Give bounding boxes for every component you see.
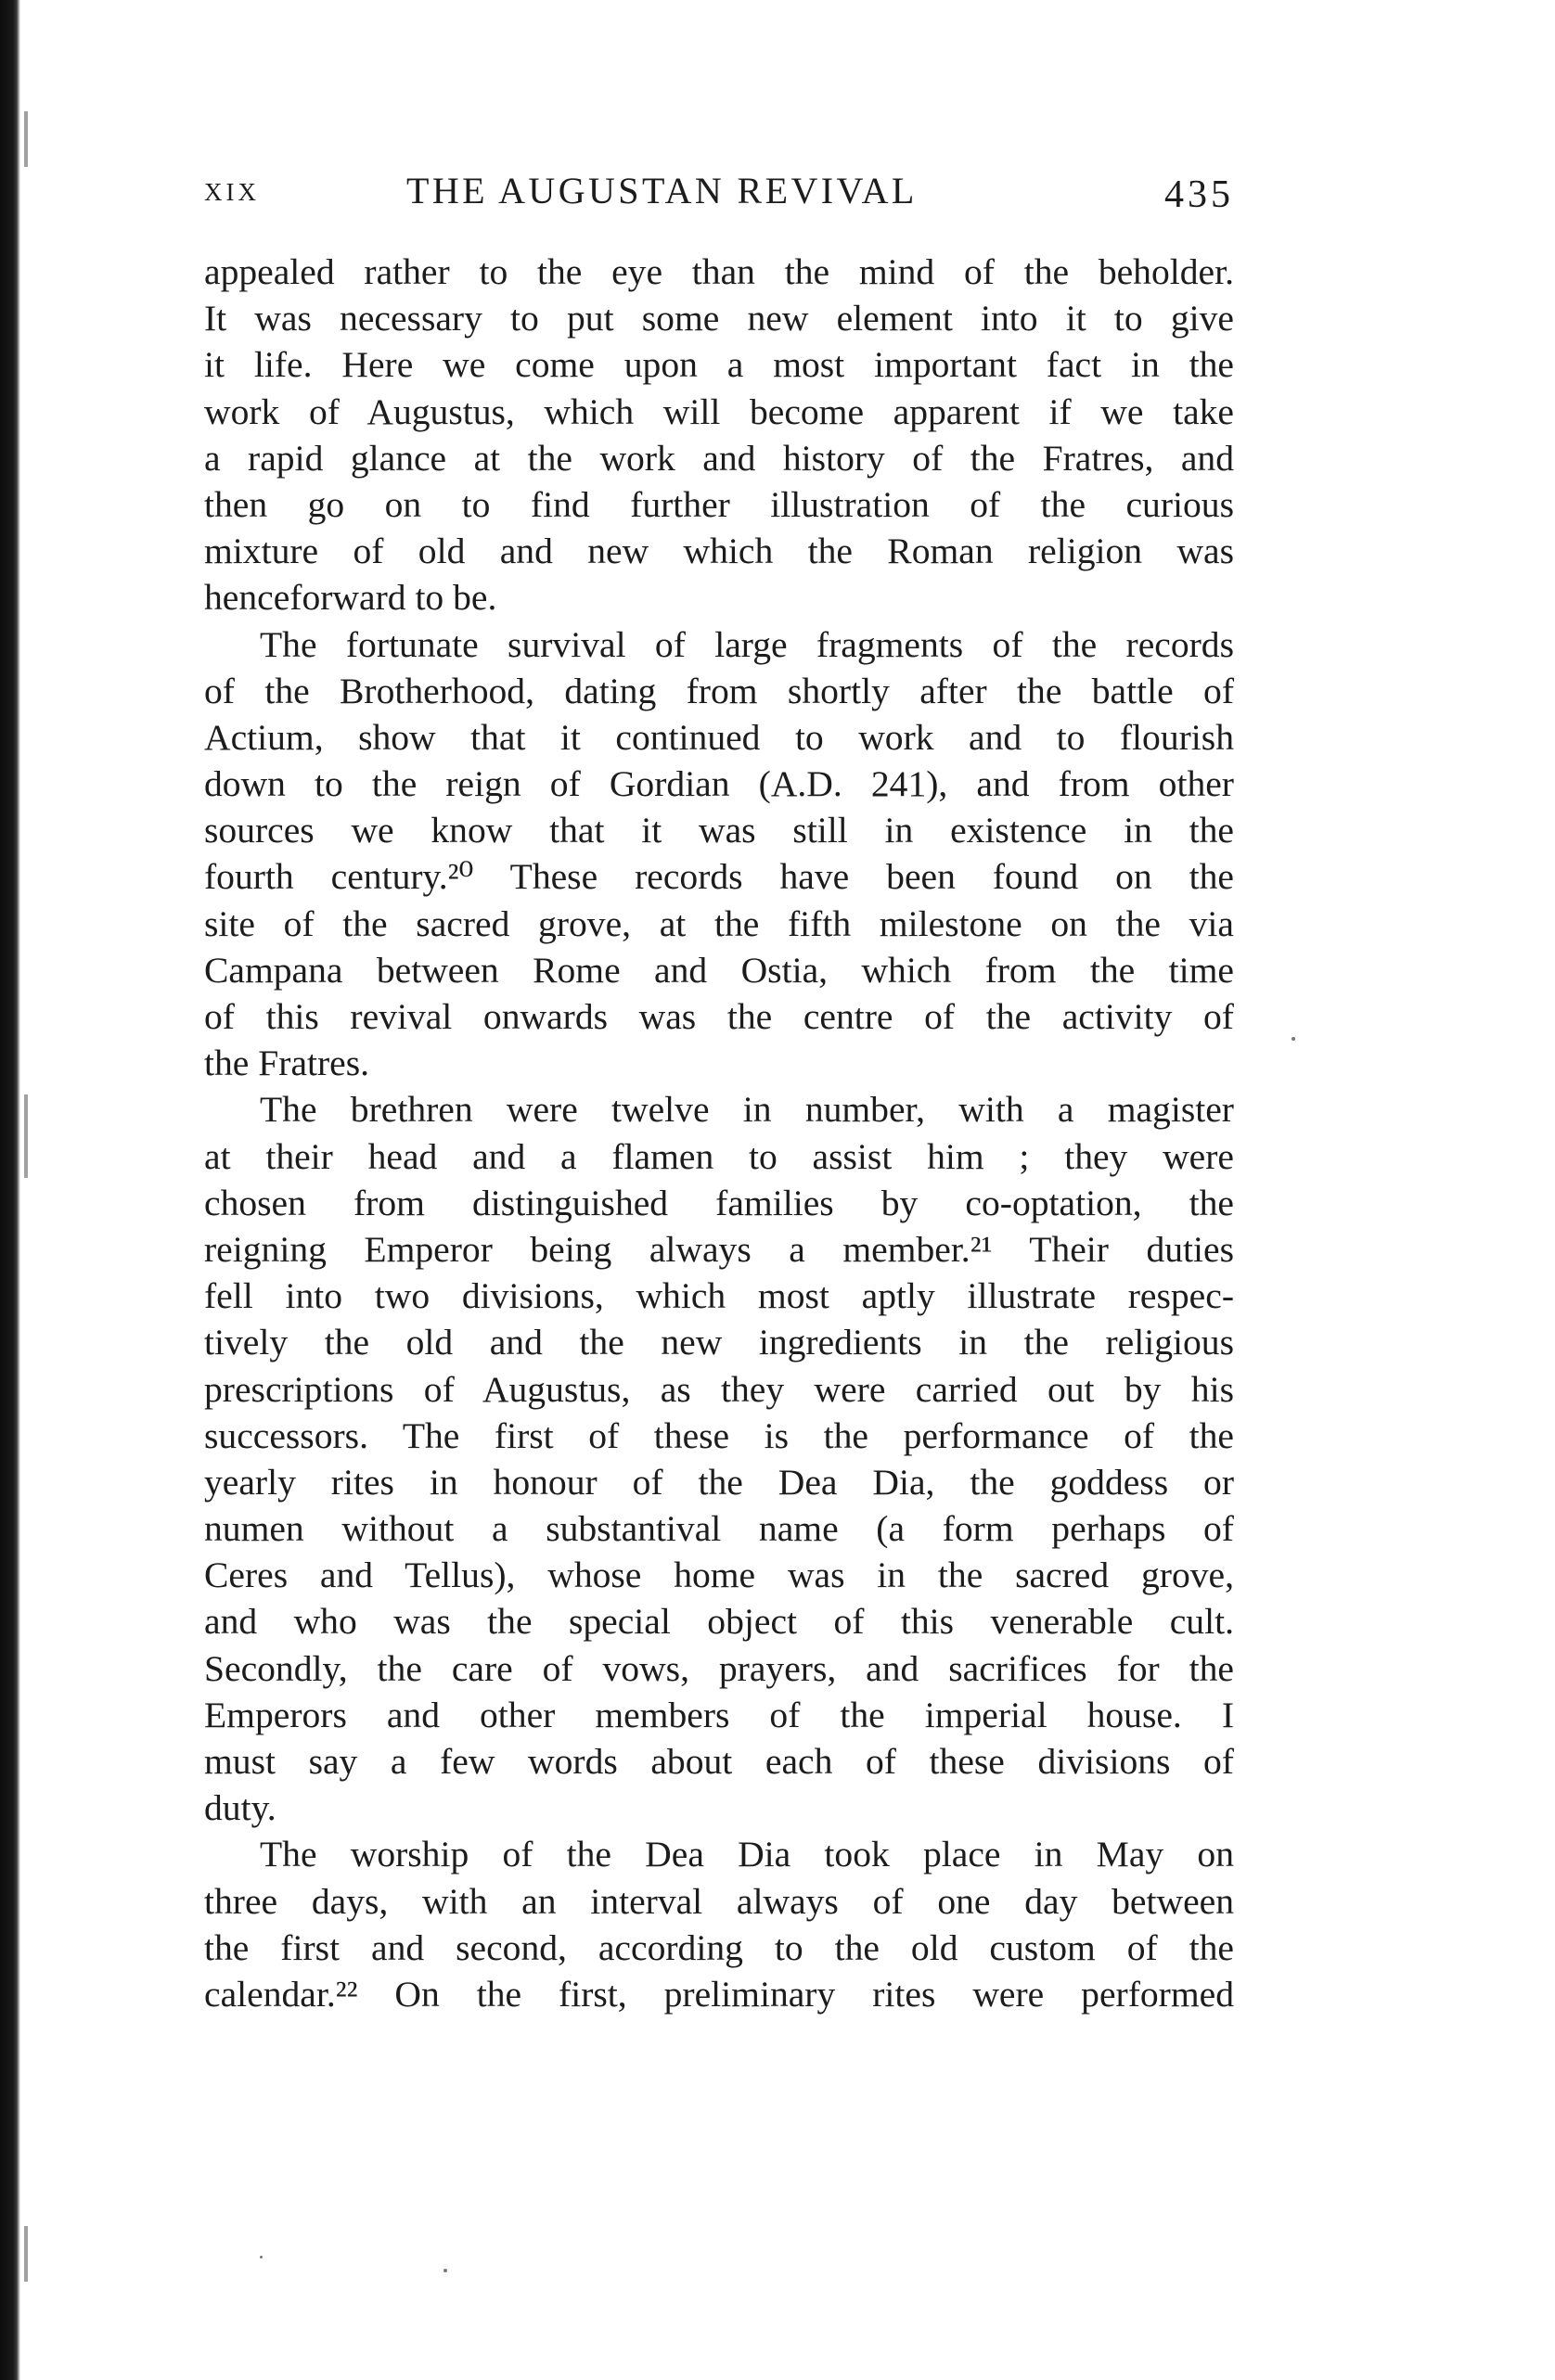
text-line: yearly rites in honour of the Dea Dia, the goddess or — [204, 1461, 1234, 1503]
text-line: reigning Emperor being always a member.²¹ Their duties — [204, 1228, 1234, 1270]
text-line: Ceres and Tellus), whose home was in the sacred grove, — [204, 1555, 1234, 1596]
text-line: the Fratres. — [204, 1043, 370, 1084]
binding-speck — [24, 2226, 28, 2282]
text-line: successors. The first of these is the performance of the — [204, 1414, 1234, 1456]
paper-speck — [443, 2269, 447, 2272]
page-number: 435 — [1164, 173, 1234, 216]
text-line: prescriptions of Augustus, as they were carried out by his — [204, 1368, 1234, 1410]
text-line: Campana between Rome and Ostia, which from the time — [204, 949, 1234, 991]
text-line: three days, with an interval always of one day between — [204, 1880, 1234, 1922]
body-text — [204, 249, 1234, 2017]
text-line: Secondly, the care of vows, prayers, and sacrifices for the — [204, 1647, 1234, 1689]
binding-speck — [24, 1094, 28, 1178]
text-line: site of the sacred grove, at the fifth milestone on the via — [204, 902, 1234, 944]
text-line: down to the reign of Gordian (A.D. 241), and from other — [204, 763, 1234, 805]
text-line: fell into two divisions, which most aptly illustrate respec- — [204, 1275, 1234, 1317]
text-line: Emperors and other members of the imperial house. I — [204, 1694, 1234, 1735]
binding-speck — [24, 111, 28, 167]
paper-speck — [1292, 1037, 1295, 1041]
text-line: The fortunate survival of large fragments of the records — [260, 623, 1234, 665]
book-page — [204, 158, 1234, 2017]
text-line: henceforward to be. — [204, 577, 497, 619]
text-line: of this revival onwards was the centre of the activity of — [204, 996, 1234, 1037]
running-header — [204, 158, 1234, 223]
chapter-number: XIX — [204, 178, 260, 206]
text-line: The brethren were twelve in number, with a magister — [260, 1089, 1234, 1131]
text-line: calendar.²² On the first, preliminary rites were performed — [204, 1973, 1234, 2015]
text-line: It was necessary to put some new element into it to give — [204, 298, 1234, 339]
text-line: The worship of the Dea Dia took place in May on — [260, 1834, 1234, 1875]
text-line: duty. — [204, 1787, 276, 1829]
text-line: the first and second, according to the old custom of the — [204, 1926, 1234, 1968]
page-binding-edge — [0, 0, 20, 2380]
text-line: a rapid glance at the work and history of the Fratres, and — [204, 437, 1234, 479]
text-line: at their head and a flamen to assist him ; they were — [204, 1135, 1234, 1177]
text-line: work of Augustus, which will become apparent if we take — [204, 390, 1234, 432]
running-title: THE AUGUSTAN REVIVAL — [406, 170, 918, 211]
text-line: mixture of old and new which the Roman religion was — [204, 531, 1234, 572]
text-line: sources we know that it was still in existence in the — [204, 810, 1234, 851]
text-line: tively the old and the new ingredients in the religious — [204, 1322, 1234, 1363]
text-line: numen without a substantival name (a form perhaps of — [204, 1508, 1234, 1550]
text-line: of the Brotherhood, dating from shortly after the battle of — [204, 670, 1234, 711]
text-line: must say a few words about each of these divisions of — [204, 1741, 1234, 1782]
text-line: appealed rather to the eye than the mind of the beholder. — [204, 251, 1234, 292]
text-line: it life. Here we come upon a most important fact in the — [204, 344, 1234, 386]
text-line: then go on to find further illustration of the curious — [204, 483, 1234, 525]
text-line: and who was the special object of this venerable cult. — [204, 1601, 1234, 1643]
text-line: Actium, show that it continued to work and to flourish — [204, 716, 1234, 758]
text-line: fourth century.²⁰ These records have been found on the — [204, 856, 1234, 898]
paper-speck — [260, 2256, 263, 2258]
text-line: chosen from distinguished families by co-optation, the — [204, 1182, 1234, 1223]
